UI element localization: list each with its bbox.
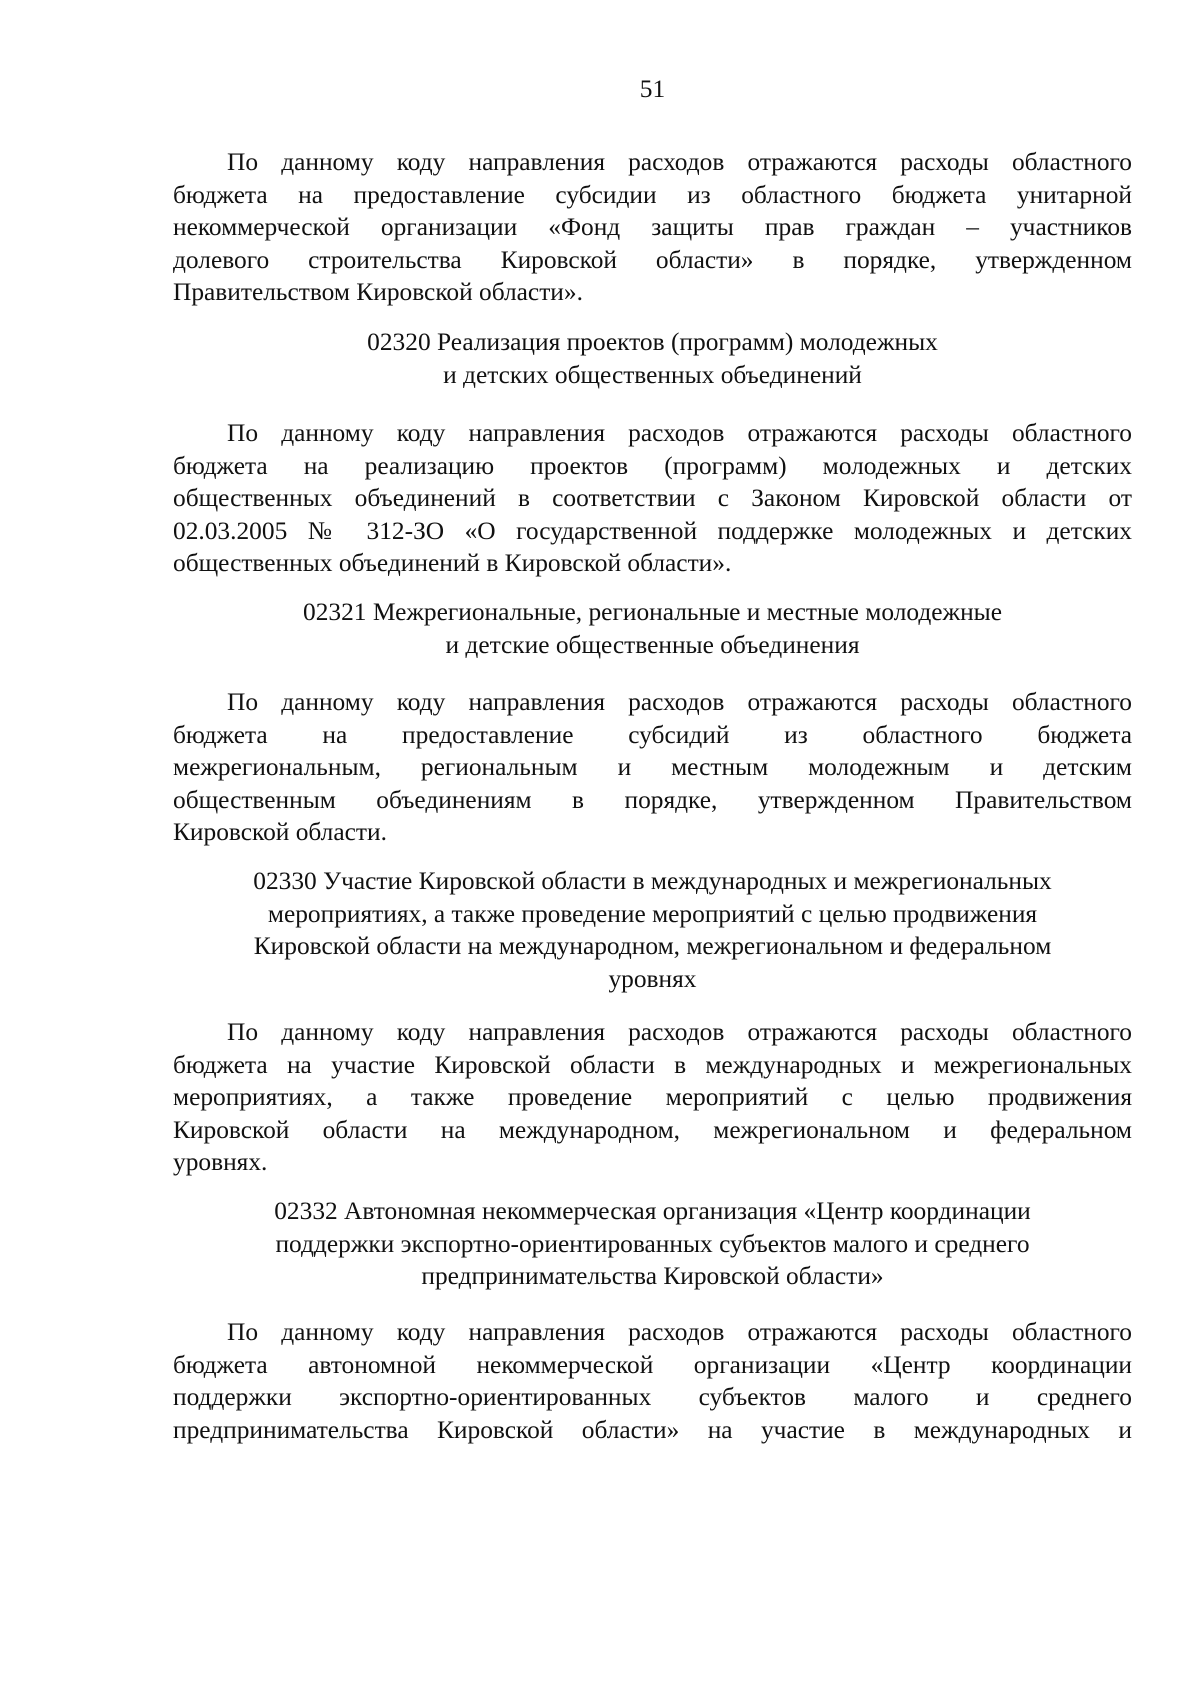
heading-line: и детские общественные объединения bbox=[445, 630, 860, 659]
paragraph-line: общественным объединениям в порядке, утвержденном Правительством bbox=[173, 785, 1132, 814]
paragraph-line: Кировской области. bbox=[173, 818, 387, 847]
paragraph-line: поддержки экспортно-ориентированных субъектов малого и среднего bbox=[173, 1383, 1132, 1412]
heading-line: 02321 Межрегиональные, региональные и местные молодежные bbox=[303, 598, 1002, 626]
paragraph-line: По данному коду направления расходов отражаются расходы областного bbox=[227, 419, 1132, 447]
heading-line: 02332 Автономная некоммерческая организация «Центр координации bbox=[274, 1197, 1031, 1225]
paragraph-line: 02.03.2005 № 312-ЗО «О государственной поддержке молодежных и детских bbox=[173, 516, 1132, 545]
paragraph-line: уровнях. bbox=[173, 1148, 268, 1177]
paragraph-line: По данному коду направления расходов отражаются расходы областного bbox=[227, 1318, 1132, 1346]
section-heading-02332 bbox=[173, 1195, 1132, 1293]
paragraph-5 bbox=[173, 1316, 1132, 1446]
paragraph-line: Кировской области на международном, межрегиональном и федеральном bbox=[173, 1115, 1132, 1144]
heading-line: Кировской области на международном, межрегиональном и федеральном bbox=[253, 932, 1052, 961]
paragraph-line: некоммерческой организации «Фонд защиты прав граждан – участников bbox=[173, 213, 1132, 242]
section-heading-02320 bbox=[173, 326, 1132, 391]
page-number: 51 bbox=[639, 75, 666, 103]
heading-line: предпринимательства Кировской области» bbox=[421, 1262, 884, 1291]
heading-line: мероприятиях, а также проведение мероприятий с целью продвижения bbox=[267, 899, 1038, 928]
paragraph-line: бюджета на участие Кировской области в международных и межрегиональных bbox=[173, 1050, 1132, 1079]
paragraph-line: общественных объединений в соответствии с Законом Кировской области от bbox=[173, 484, 1132, 513]
paragraph-line: межрегиональным, региональным и местным молодежным и детским bbox=[173, 753, 1132, 782]
paragraph-line: общественных объединений в Кировской области». bbox=[173, 549, 732, 578]
paragraph-4 bbox=[173, 1016, 1132, 1179]
paragraph-1 bbox=[173, 146, 1132, 309]
paragraph-line: бюджета на предоставление субсидии из областного бюджета унитарной bbox=[173, 180, 1132, 209]
paragraph-line: мероприятиях, а также проведение мероприятий с целью продвижения bbox=[173, 1083, 1132, 1112]
paragraph-line: Правительством Кировской области». bbox=[173, 278, 583, 307]
heading-line: уровнях bbox=[608, 964, 697, 993]
paragraph-line: По данному коду направления расходов отражаются расходы областного bbox=[227, 148, 1132, 176]
paragraph-line: По данному коду направления расходов отражаются расходы областного bbox=[227, 1018, 1132, 1046]
section-heading-02321 bbox=[173, 596, 1132, 661]
section-heading-02330 bbox=[173, 865, 1132, 995]
heading-line: и детских общественных объединений bbox=[443, 360, 862, 389]
heading-line: 02330 Участие Кировской области в международных и межрегиональных bbox=[253, 867, 1052, 895]
paragraph-line: бюджета на реализацию проектов (программ) молодежных и детских bbox=[173, 451, 1132, 480]
paragraph-2 bbox=[173, 417, 1132, 580]
paragraph-line: бюджета на предоставление субсидий из областного бюджета bbox=[173, 720, 1132, 749]
paragraph-line: долевого строительства Кировской области» в порядке, утвержденном bbox=[173, 245, 1132, 274]
paragraph-3 bbox=[173, 686, 1132, 849]
heading-line: поддержки экспортно-ориентированных субъектов малого и среднего bbox=[275, 1229, 1030, 1258]
paragraph-line: предпринимательства Кировской области» на участие в международных и bbox=[173, 1415, 1132, 1444]
paragraph-line: бюджета автономной некоммерческой организации «Центр координации bbox=[173, 1350, 1132, 1379]
heading-line: 02320 Реализация проектов (программ) молодежных bbox=[367, 328, 938, 356]
paragraph-line: По данному коду направления расходов отражаются расходы областного bbox=[227, 688, 1132, 716]
